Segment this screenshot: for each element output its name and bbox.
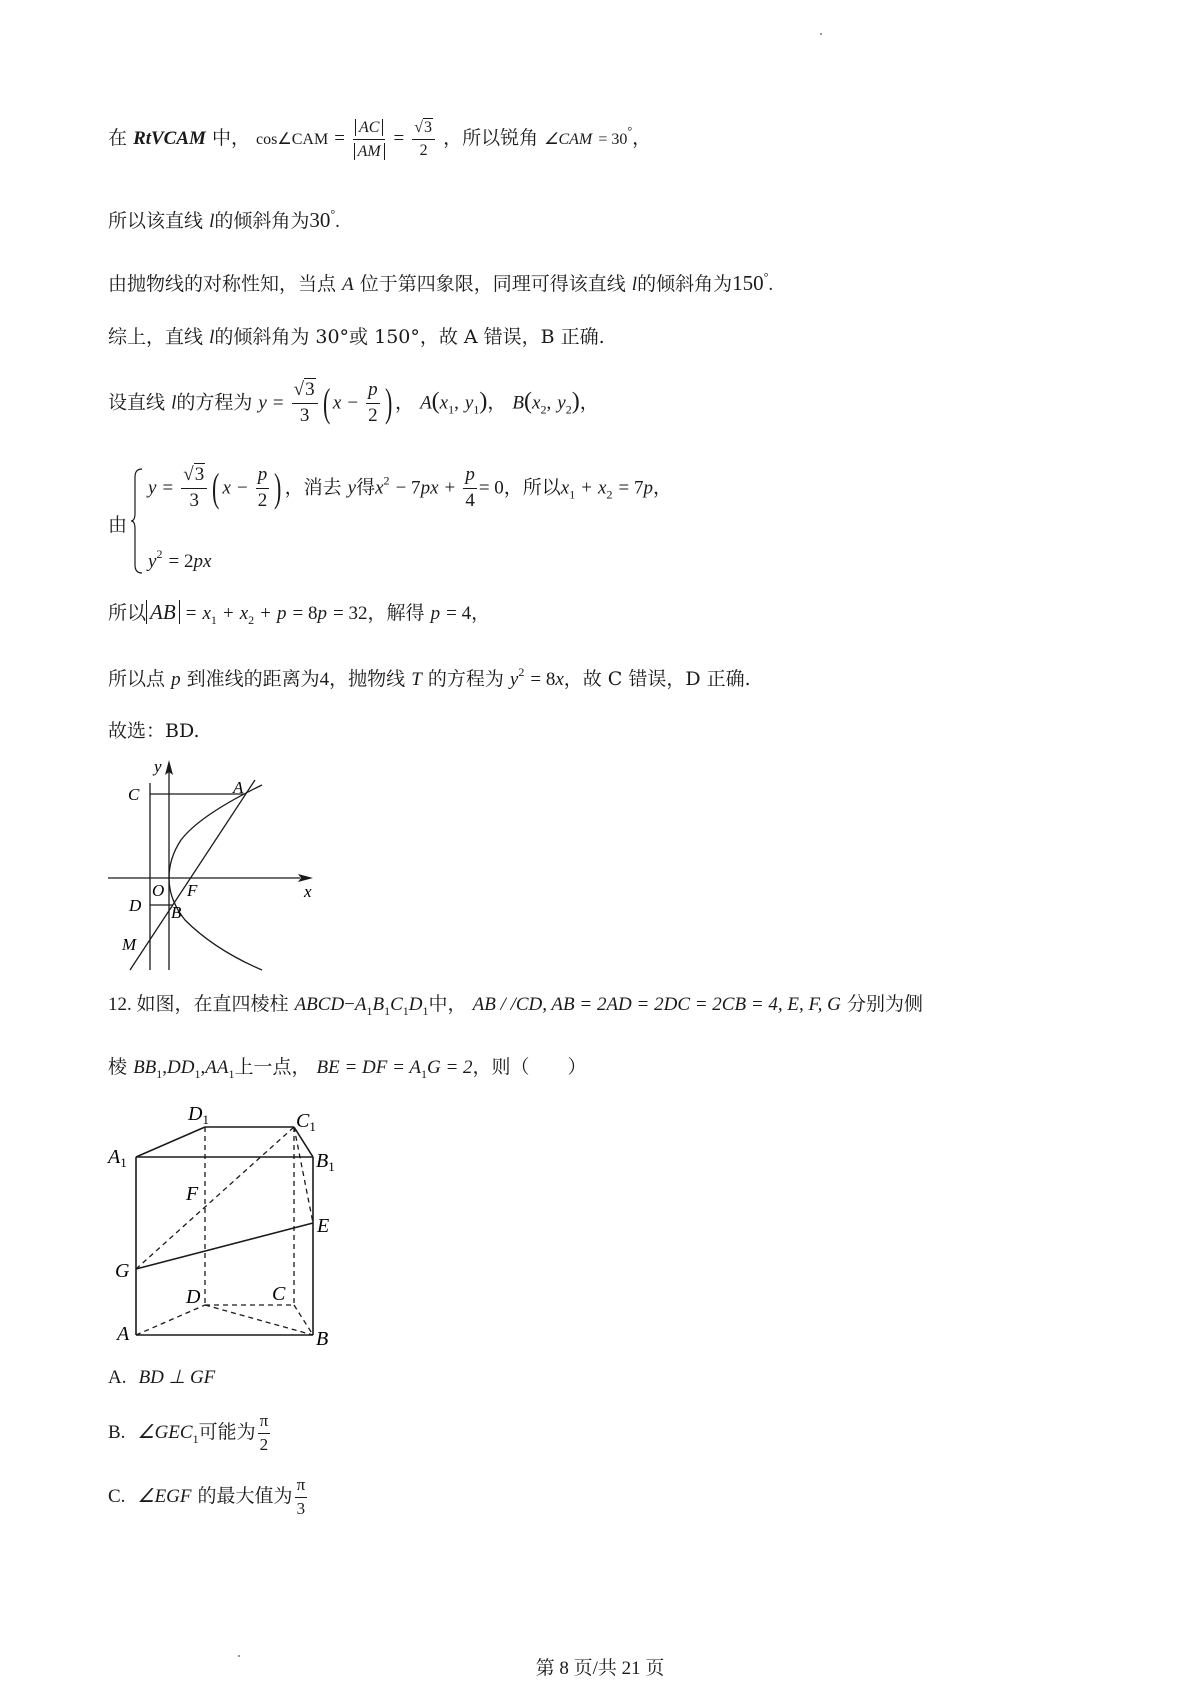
option-expression: BD ⊥ GF — [138, 1367, 216, 1388]
subscript: 1 — [569, 487, 576, 502]
value: 30 — [309, 208, 331, 232]
plus: + — [222, 603, 234, 624]
denominator: 4 — [465, 489, 475, 511]
text: ， — [487, 391, 507, 414]
vertex: B — [372, 994, 385, 1015]
edge-CB — [294, 1305, 313, 1335]
text: ，则（ ） — [472, 1056, 587, 1078]
radicand: 3 — [424, 119, 433, 136]
condition: BE = DF = A — [316, 1057, 421, 1078]
numerator: π — [295, 1476, 308, 1498]
condition: AB / /CD, AB = 2AD = 2DC = 2CB = 4, E, F, G — [472, 994, 841, 1015]
abs-AB: AB — [146, 600, 180, 624]
var-y: y — [148, 477, 157, 499]
label-F: F — [186, 1183, 199, 1205]
fraction-pi-3 — [295, 1476, 308, 1518]
label-G: G — [115, 1260, 130, 1282]
answer-text: 故选：BD. — [108, 720, 200, 742]
edge: DD — [167, 1057, 195, 1078]
system-eq-2 — [148, 547, 211, 573]
text: 的倾斜角为 — [214, 210, 310, 232]
plus: + — [581, 477, 592, 499]
vertex: C — [390, 994, 403, 1015]
left-brace-icon — [130, 467, 144, 575]
fraction-sqrt3-2: $\frac{√3}{2}$ — [412, 119, 435, 159]
label-y: y — [154, 757, 162, 776]
value: = 7 — [618, 477, 644, 499]
var-y: y — [509, 669, 519, 690]
label-C1: $C_1$ — [296, 1110, 316, 1134]
text: 到准线的距离为 — [186, 668, 320, 690]
fraction-p-4 — [463, 465, 477, 512]
dash: − — [344, 994, 355, 1015]
value: = 32 — [333, 603, 368, 624]
condition: G = 2 — [426, 1057, 473, 1078]
solution-line-4 — [108, 328, 605, 347]
subscript: 1 — [473, 402, 480, 417]
vertex: A — [354, 994, 367, 1015]
equals: = — [272, 392, 284, 414]
label-E: E — [317, 1215, 330, 1237]
edge-A1D1 — [136, 1127, 205, 1157]
subscript: 1 — [156, 1067, 163, 1081]
equals: = 2 — [168, 551, 194, 572]
comma: , — [162, 1057, 168, 1078]
var-l: l — [209, 211, 215, 232]
var-l: l — [209, 327, 215, 348]
denominator: 2 — [257, 489, 268, 511]
option-letter: A. — [108, 1367, 127, 1388]
option-expression: ∠EGF — [137, 1486, 192, 1508]
solution-line-6 — [108, 465, 868, 577]
comma: , — [454, 392, 459, 414]
label-D: D — [129, 896, 142, 915]
equals: = — [185, 603, 197, 624]
question-text: 12. 如图，在直四棱柱 — [108, 994, 289, 1015]
var-p: p — [171, 669, 181, 690]
plus: + — [444, 477, 456, 499]
fraction-pi-2 — [258, 1412, 271, 1454]
text: 分别为侧 — [846, 993, 923, 1015]
fraction-sqrt3-3: $\frac{√3}{3}$ — [292, 380, 318, 427]
line-l — [130, 780, 255, 970]
var-l: l — [631, 274, 638, 295]
text: 中， — [211, 127, 250, 150]
value: 4 — [319, 669, 330, 690]
subscript: 1 — [422, 1004, 429, 1018]
page-footer: 第 8 页/共 21 页 — [535, 1658, 665, 1679]
text: 的倾斜角为 30°或 150°，故 A 错误，B 正确. — [214, 326, 605, 348]
term: px — [193, 551, 212, 572]
label-A: A — [117, 1323, 130, 1345]
label-A1: $A_1$ — [108, 1146, 127, 1170]
var: x — [439, 392, 449, 414]
equals: = — [162, 477, 174, 499]
angle: ∠CAM — [544, 131, 593, 149]
option-text: 的最大值为 — [197, 1485, 293, 1508]
text: 的方程为 — [427, 668, 504, 690]
cos-expression: cos∠CAM — [256, 131, 329, 149]
var-x: x — [375, 477, 384, 499]
text: 由 — [108, 514, 128, 536]
fraction-p-2 — [366, 380, 380, 427]
text: . — [768, 274, 774, 295]
text: ，抛物线 — [329, 668, 406, 690]
denominator: 2 — [259, 1434, 269, 1454]
solution-line-5: 设直线 l的方程为 y = $\frac{√3}{3}$ ( x − $\frac{p}{2}$ ) ， $A(x_1$, $y_1$)， $B(x_2$, $y_2$)， — [108, 379, 599, 426]
radicand: 3 — [194, 464, 205, 485]
label-B: B — [316, 1328, 329, 1350]
var: x — [239, 603, 249, 624]
minus: − — [237, 477, 248, 499]
prism-base: ABCD — [294, 994, 345, 1015]
option-letter: B. — [108, 1422, 126, 1444]
system-eq-1: y = $\frac{√3}{3}$ ( x − $\frac{p}{2}$ ) ，消去 y得$x^2 - 7px$ + $\frac{p}{4}$ = 0，所以$x_1 + x_2 = 7p$， — [148, 464, 673, 511]
answer-line — [108, 722, 200, 741]
text: 棱 — [108, 1056, 128, 1078]
equals-zero: = 0 — [478, 477, 504, 499]
degree: ° — [627, 124, 633, 139]
minus: − — [347, 392, 359, 414]
solution-line-8 — [108, 666, 751, 689]
denominator: 2 — [368, 404, 378, 426]
var-y: y — [347, 477, 357, 499]
text: 所以该直线 — [108, 210, 204, 232]
fraction-sqrt3-3: $\frac{√3}{3}$ — [181, 465, 207, 512]
denominator: 3 — [296, 1498, 306, 1518]
subscript: 1 — [366, 1004, 373, 1018]
value: = 4 — [446, 603, 472, 624]
var: x — [598, 477, 607, 499]
text: ，消去 — [284, 476, 342, 499]
question-12-line-1 — [108, 995, 923, 1017]
denominator: AM — [354, 143, 385, 160]
text: 在 — [108, 127, 128, 150]
var-x: x — [222, 477, 231, 499]
denominator: 3 — [189, 489, 199, 511]
subscript: 1 — [228, 1067, 235, 1081]
var: x — [202, 603, 211, 624]
var-x: x — [555, 669, 564, 690]
value: = 30 — [598, 131, 628, 149]
numerator: AC — [355, 119, 383, 136]
denominator: 3 — [299, 404, 310, 426]
term: px — [420, 477, 439, 499]
var: x — [560, 477, 570, 499]
parabola-figure — [100, 755, 330, 975]
fraction-p-2 — [256, 465, 270, 512]
solution-line-7 — [108, 602, 490, 626]
subscript: 1 — [420, 1067, 427, 1081]
solution-line-1 — [108, 118, 651, 160]
text: 由抛物线的对称性知，当点 — [108, 273, 337, 295]
label-D1: $D_1$ — [188, 1103, 209, 1127]
option-letter: C. — [108, 1486, 126, 1508]
var-y: y — [148, 551, 157, 572]
segment-GE — [136, 1223, 313, 1269]
x-axis-arrow-icon — [298, 874, 313, 882]
text: ，解得 — [367, 602, 425, 624]
edge: AA — [205, 1057, 229, 1078]
comma: , — [200, 1057, 206, 1078]
label-F: F — [187, 881, 198, 900]
text: 位于第四象限，同理可得该直线 — [359, 273, 626, 295]
text: . — [335, 211, 340, 232]
var-x: x — [332, 392, 342, 414]
var: y — [557, 392, 566, 414]
label-M: M — [122, 935, 137, 954]
text: 综上，直线 — [108, 326, 204, 348]
segment-DB — [205, 1305, 313, 1335]
superscript: 2 — [156, 547, 163, 561]
option-c — [108, 1476, 309, 1518]
solution-line-2 — [108, 208, 340, 231]
numerator: π — [258, 1412, 271, 1434]
option-text: 可能为 — [198, 1421, 256, 1444]
text: 所以点 — [108, 668, 166, 690]
var-y: y — [258, 392, 267, 414]
var-A: A — [342, 274, 354, 295]
var-p: p — [317, 603, 327, 624]
label-C: C — [272, 1283, 286, 1305]
text: 上一点， — [234, 1056, 311, 1078]
superscript: 2 — [518, 665, 525, 679]
value: = 8 — [530, 669, 556, 690]
subscript: 1 — [210, 613, 217, 627]
triangle-name: RtVCAM — [133, 128, 206, 150]
text: ， — [395, 391, 415, 414]
value: = 8 — [292, 603, 318, 624]
edge: BB — [133, 1057, 157, 1078]
plus: + — [260, 603, 271, 624]
vertex: D — [408, 994, 423, 1015]
var: x — [532, 392, 541, 414]
denominator: 2 — [419, 141, 428, 159]
text: 的方程为 — [176, 391, 253, 414]
numerator: p — [463, 465, 477, 489]
scan-speck — [820, 33, 822, 35]
comma: , — [546, 392, 552, 414]
value: 150 — [732, 271, 764, 295]
label-A: A — [233, 778, 244, 797]
var-T: T — [411, 669, 422, 690]
text: 的倾斜角为 — [637, 273, 733, 295]
option-expression: ∠GEC — [137, 1422, 193, 1444]
numerator: p — [256, 465, 270, 489]
option-a — [108, 1366, 215, 1389]
subscript: 1 — [194, 1067, 201, 1081]
label-O: O — [152, 881, 165, 900]
label-C: C — [128, 785, 140, 804]
equals: = — [393, 128, 405, 150]
radicand: 3 — [305, 379, 315, 400]
subscript: 2 — [606, 487, 613, 502]
numerator: p — [366, 380, 380, 404]
text: 中， — [428, 993, 467, 1015]
question-12-line-2 — [108, 1058, 587, 1080]
var-p: p — [276, 603, 287, 624]
var-p: p — [643, 477, 653, 499]
text: ， — [471, 603, 491, 624]
label-D: D — [186, 1286, 201, 1308]
fraction-ac-am — [353, 118, 385, 160]
label-B1: $B_1$ — [316, 1150, 335, 1174]
text: 设直线 — [108, 391, 166, 414]
text: ，所以 — [503, 476, 561, 499]
text: ，所以锐角 — [443, 127, 539, 150]
scan-speck — [238, 1655, 240, 1657]
text: ， — [632, 127, 652, 150]
superscript: 2 — [383, 473, 390, 488]
var-p: p — [430, 603, 441, 624]
label-B: B — [171, 903, 182, 922]
subscript: 1 — [192, 1432, 199, 1447]
subscript: 2 — [540, 402, 547, 417]
subscript: 2 — [565, 402, 572, 417]
option-b — [108, 1412, 272, 1454]
solution-line-3 — [108, 271, 773, 294]
label-x: x — [304, 882, 312, 901]
edge-AD — [136, 1305, 205, 1335]
text: 所以 — [108, 602, 147, 624]
prism-figure — [100, 1100, 340, 1360]
text: ， — [579, 391, 599, 414]
text: ，故 C 错误，D 正确. — [563, 668, 751, 690]
degree: ° — [330, 207, 336, 221]
subscript: 1 — [448, 402, 455, 417]
subscript: 1 — [384, 1004, 391, 1018]
text: 得 — [356, 476, 376, 499]
term: − 7 — [395, 477, 421, 499]
degree: ° — [763, 270, 769, 284]
text: ， — [653, 476, 673, 499]
point-B: B — [512, 392, 525, 414]
subscript: 2 — [248, 613, 255, 627]
point-A: A — [420, 392, 432, 414]
equals: = — [334, 128, 345, 150]
subscript: 1 — [402, 1004, 409, 1018]
var: y — [464, 392, 474, 414]
var-l: l — [171, 392, 177, 414]
